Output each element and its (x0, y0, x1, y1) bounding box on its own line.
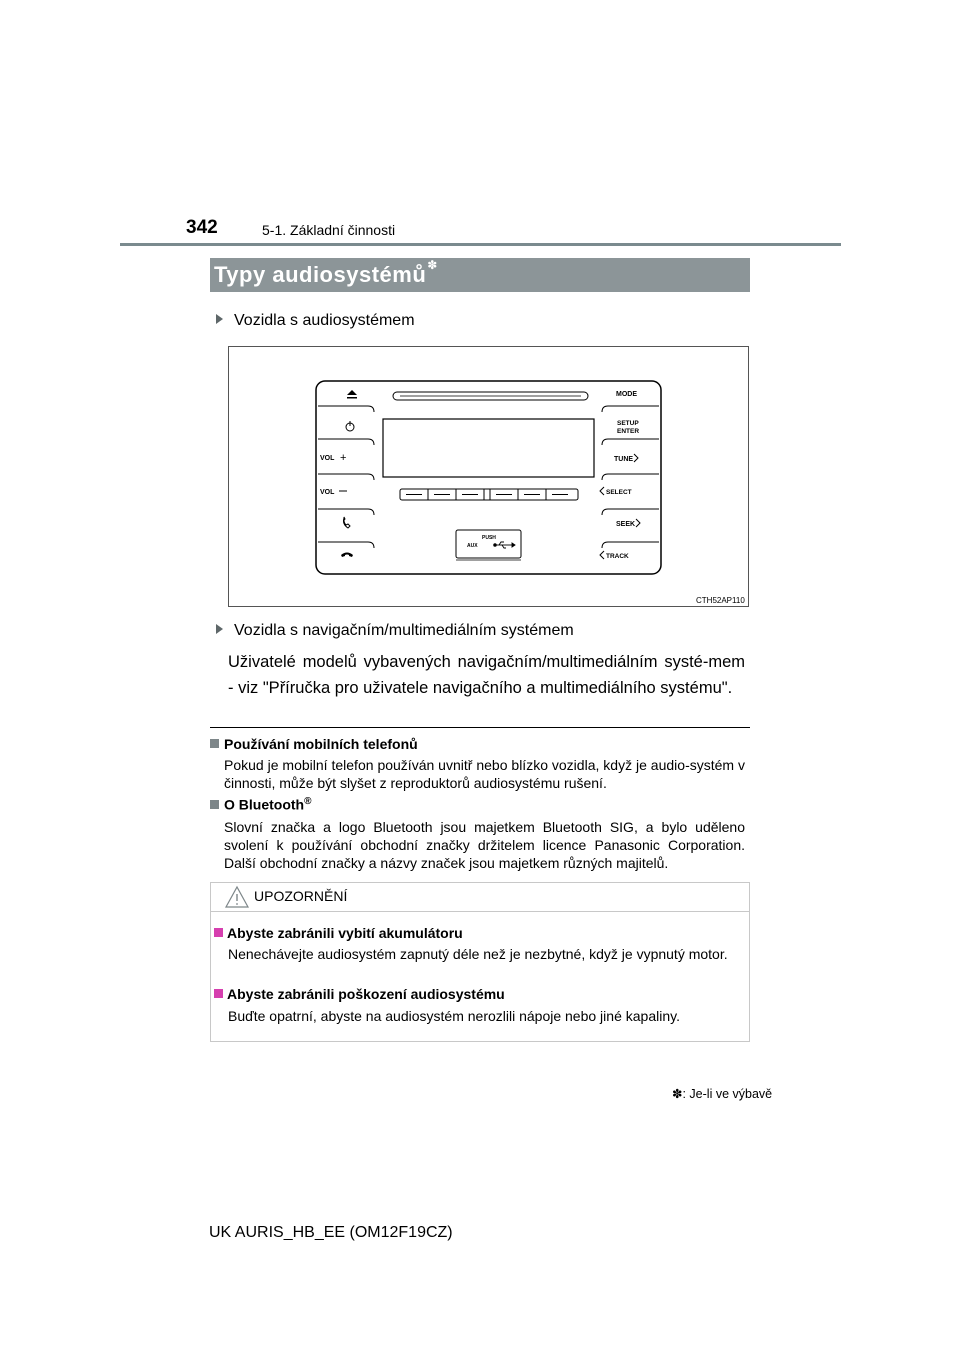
eject-icon (347, 390, 357, 399)
plus-icon: + (340, 452, 347, 464)
phone-call-icon (344, 517, 351, 528)
warning-item-heading-text: Abyste zabránili poškození audiosystému (227, 986, 505, 1002)
page-number: 342 (186, 217, 218, 238)
usb-icon (494, 542, 515, 548)
chevron-right-icon (636, 519, 640, 527)
note-heading-text: Používání mobilních telefonů (224, 736, 418, 752)
page-title (214, 258, 438, 288)
chevron-left-icon (600, 551, 604, 559)
list-item-audio (216, 312, 415, 330)
list-item-nav-label: Vozidla s navigačním/multimediálním systémem (234, 622, 574, 639)
note-heading (210, 736, 418, 752)
warning-divider (211, 911, 749, 912)
footer-model-code: UK AURIS_HB_EE (OM12F19CZ) (209, 1224, 453, 1241)
list-item-audio-label: Vozidla s audiosystémem (234, 312, 415, 329)
square-bullet-icon (210, 800, 219, 809)
track-label: TRACK (606, 553, 629, 560)
chevron-right-icon (634, 454, 638, 462)
warning-title: UPOZORNĚNÍ (254, 888, 348, 904)
mode-label: MODE (616, 391, 637, 398)
page-title-text: Typy audiosystémů (214, 262, 427, 287)
select-label: SELECT (606, 489, 632, 496)
optional-equipment-marker: ✽ (427, 258, 438, 272)
setup-label: SETUP (617, 420, 639, 427)
warning-item-heading (214, 986, 505, 1002)
push-label: PUSH (482, 535, 496, 541)
enter-label: ENTER (617, 428, 640, 435)
header-rule (120, 243, 841, 246)
phone-hangup-icon (341, 553, 353, 558)
warning-triangle-icon (224, 885, 250, 909)
seek-label: SEEK (616, 521, 636, 528)
square-bullet-icon (214, 928, 223, 937)
note-body: Pokud je mobilní telefon používán uvnitř nebo blízko vozidla, když je audio-systém v činnosti, může být slyšet z reproduktorů audiosystému rušení. (224, 757, 745, 791)
note-heading-text: O Bluetooth (224, 796, 305, 813)
warning-item-heading (214, 925, 463, 941)
aux-label: AUX (467, 543, 478, 549)
square-bullet-icon (214, 989, 223, 998)
arrow-bullet-icon (216, 624, 223, 634)
vol-minus-label: VOL (320, 489, 335, 496)
section-label: 5-1. Základní činnosti (262, 222, 396, 238)
note-body: Slovní značka a logo Bluetooth jsou majetkem Bluetooth SIG, a bylo uděleno svolení k používání obchodní značky držitelem licence Panasonic Corporation. Další obchodní značky a názvy značek jsou majetkem různých majitelů. (224, 819, 745, 871)
vol-plus-label: VOL (320, 455, 335, 462)
warning-item-heading-text: Abyste zabránili vybití akumulátoru (227, 925, 463, 941)
footnote-marker: ✽ (672, 1087, 683, 1101)
tune-label: TUNE (614, 456, 634, 463)
square-bullet-icon (210, 739, 219, 748)
note-heading (210, 796, 311, 813)
warning-item-body: Buďte opatrní, abyste na audiosystém nerozlili nápoje nebo jiné kapaliny. (228, 1008, 680, 1024)
registered-mark: ® (304, 796, 312, 807)
audio-unit-illustration (228, 346, 749, 607)
body-paragraph: Uživatelé modelů vybavených navigačním/multimediálním systé-mem - viz "Příručka pro uživatele navigačního a multimediálního systému". (228, 653, 745, 697)
list-item-nav (216, 622, 574, 640)
footnote-text: : Je-li ve výbavě (682, 1087, 773, 1101)
section-divider (210, 727, 750, 728)
power-icon (346, 421, 354, 431)
footnote (672, 1086, 772, 1101)
arrow-bullet-icon (216, 314, 223, 324)
warning-item-body: Nenechávejte audiosystém zapnutý déle než je nezbytné, když je vypnutý motor. (228, 946, 728, 962)
figure-code: CTH52AP110 (696, 596, 745, 605)
chevron-left-icon (600, 487, 604, 495)
